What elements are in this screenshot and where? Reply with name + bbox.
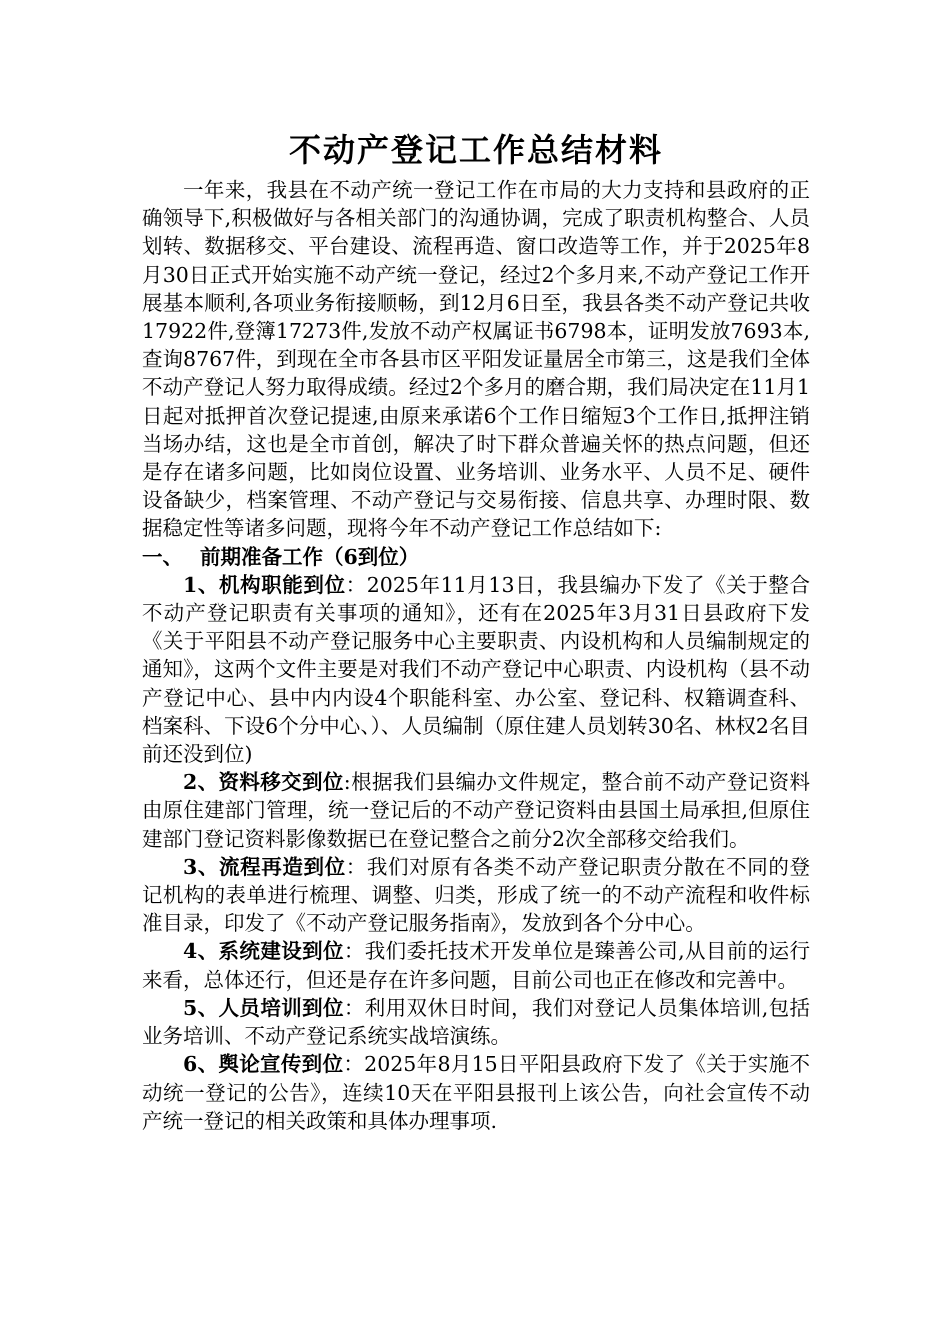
item-text-4: ：我们委托技术开发单位是臻善公司,从目前的运行来看，总体还行，但还是存在许多问题，目前公司也正在修改和完善中。: [142, 939, 810, 992]
item-text-6: ：2025年8月15日平阳县政府下发了《关于实施不动统一登记的公告》，连续10天在平阳县报刊上该公告，向社会宣传不动产统一登记的相关政策和具体办理事项.: [142, 1052, 810, 1133]
item-text-2: :根据我们县编办文件规定，整合前不动产登记资料由原住建部门管理，统一登记后的不动产登记资料由县国土局承担,但原住建部门登记资料影像数据已在登记整合之前分2次全部移交给我们。: [142, 770, 811, 851]
item-lead-5: 5、人员培训到位: [183, 995, 344, 1020]
section-heading-text: 前期准备工作（6到位）: [200, 544, 420, 569]
item-lead-4: 4、系统建设到位: [183, 939, 344, 964]
document-title: 不动产登记工作总结材料: [288, 131, 663, 169]
item-text-1: ：2025年11月13日，我县编办下发了《关于整合不动产登记职责有关事项的通知》，还有在2025年3月31日县政府下发《关于平阳县不动产登记服务中心主要职责、内设机构和人员编制规定的通知》，这两个文件主要是对我们不动产登记中心职责、内设机构（县不动产登记中心、县中内内设4个职能科室、办公室、登记科、权籍调查科、档案科、下设6个分中心、）、人员编制（原住建人员划转30名、林权2名目前还没到位): [142, 572, 810, 767]
item-paragraph-3: [142, 853, 810, 938]
item-lead-2: 2、资料移交到位: [183, 770, 344, 795]
item-paragraph-2: [142, 768, 810, 853]
item-paragraph-1: [142, 571, 810, 768]
document-body: [142, 128, 810, 1135]
section-heading: [142, 543, 810, 571]
item-lead-6: 6、舆论宣传到位: [183, 1052, 344, 1077]
section-number: 一、: [142, 544, 183, 569]
item-paragraph-4: [142, 937, 810, 993]
item-lead-3: 3、流程再造到位: [183, 854, 346, 879]
item-text-3: ：我们对原有各类不动产登记职责分散在不同的登记机构的表单进行梳理、调整、归类，形成了统一的不动产流程和收件标准目录，印发了《不动产登记服务指南》，发放到各个分中心。: [142, 854, 810, 936]
item-lead-1: 1、机构职能到位: [183, 572, 346, 597]
item-paragraph-6: [142, 1050, 810, 1135]
intro-paragraph: 一年来，我县在不动产统一登记工作在市局的大力支持和县政府的正确领导下,积极做好与各相关部门的沟通协调，完成了职责机构整合、人员划转、数据移交、平台建设、流程再造、窗口改造等工作，并于2025年8月30日正式开始实施不动产统一登记，经过2个多月来,不动产登记工作开展基本顺利,各项业务衔接顺畅，到12月6日至，我县各类不动产登记共收17922件,登簿17273件,发放不动产权属证书6798本，证明发放7693本,查询8767件，到现在全市各县市区平阳发证量居全市第三，这是我们全体不动产登记人努力取得成绩。经过2个多月的磨合期，我们局决定在11月1日起对抵押首次登记提速,由原来承诺6个工作日缩短3个工作日,抵押注销当场办结，这也是全市首创，解决了时下群众普遍关怀的热点问题，但还是存在诸多问题，比如岗位设置、业务培训、业务水平、人员不足、硬件设备缺少，档案管理、不动产登记与交易衔接、信息共享、办理时限、数据稳定性等诸多问题，现将今年不动产登记工作总结如下:: [142, 178, 810, 541]
item-paragraph-5: [142, 994, 810, 1050]
item-text-5: ：利用双休日时间，我们对登记人员集体培训,包括业务培训、不动产登记系统实战培演练。: [142, 995, 810, 1049]
